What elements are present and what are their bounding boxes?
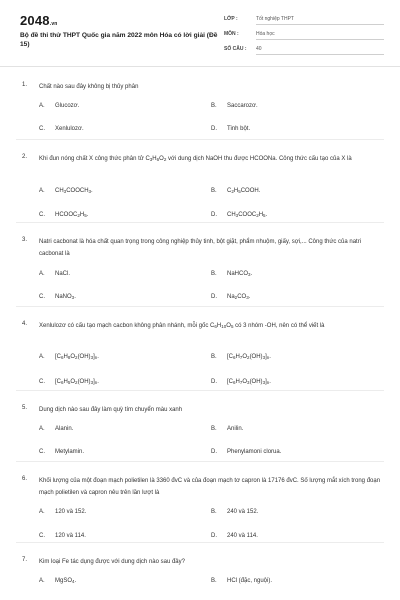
option-letter: C. bbox=[39, 533, 45, 539]
option-letter: B. bbox=[211, 188, 217, 194]
exam-header bbox=[0, 0, 400, 66]
option-text: $Na_2CO_3$. bbox=[227, 294, 251, 300]
option-text: 240 và 152. bbox=[227, 509, 259, 515]
option-text: $[C_6H_5O_2(OH)_3]_n$. bbox=[55, 379, 99, 385]
option-text: MgSO$_4$. bbox=[55, 578, 77, 584]
option-text: NaHCO$_3$. bbox=[227, 271, 253, 277]
question-text: Khi đun nóng chất X công thức phân tử $C_3H_6O_2$ với dung dịch NaOH thu được HCOONa. Công thức cấu tạo của X là bbox=[39, 156, 352, 162]
question-number: 1. bbox=[22, 82, 28, 88]
question-text: Dung dịch nào sau đây làm quỳ tím chuyển màu xanh bbox=[39, 407, 183, 413]
option-text: $CH_3COOCH_3$. bbox=[55, 188, 93, 194]
option-text: Anilin. bbox=[227, 426, 244, 432]
option-text: Metylamin. bbox=[55, 449, 85, 455]
option-text: $[C_6H_8O_2(OH)_3]_n$. bbox=[55, 354, 99, 360]
option-text: $C_2H_5COOH$. bbox=[227, 188, 261, 194]
mon-value: Hóa học bbox=[256, 31, 275, 37]
question-number: 2. bbox=[22, 154, 28, 160]
option-letter: B. bbox=[211, 103, 217, 109]
lop-label: LỚP : bbox=[224, 16, 238, 22]
question-text: Natri cacbonat là hóa chất quan trọng trong công nghiệp thủy tinh, bột giặt, phẩm nhuộm, giấy, sợi,... Công thức của natri cacbonat là bbox=[39, 239, 362, 257]
option-letter: A. bbox=[39, 426, 45, 432]
meta-mon bbox=[224, 31, 384, 41]
option-letter: B. bbox=[211, 578, 217, 584]
question-divider bbox=[16, 390, 384, 391]
option-text: 240 và 114. bbox=[227, 533, 258, 539]
option-text: Phenylamoni clorua. bbox=[227, 449, 282, 455]
question-number: 7. bbox=[22, 557, 28, 563]
mon-label: MÔN : bbox=[224, 31, 239, 37]
option-letter: C. bbox=[39, 379, 45, 385]
option-letter: A. bbox=[39, 354, 45, 360]
option-text: Xenlulozơ. bbox=[55, 126, 84, 132]
option-letter: C. bbox=[39, 126, 45, 132]
option-letter: C. bbox=[39, 212, 45, 218]
option-letter: C. bbox=[39, 294, 45, 300]
socau-value: 40 bbox=[256, 46, 262, 52]
question-divider bbox=[16, 139, 384, 140]
option-text: $HCOOC_2H_5$. bbox=[55, 212, 89, 218]
option-letter: D. bbox=[211, 212, 217, 218]
question-number: 5. bbox=[22, 405, 28, 411]
question-divider bbox=[16, 542, 384, 543]
exam-title: Bộ đề thi thử THPT Quốc gia năm 2022 môn Hóa có lời giải (Đề 15) bbox=[20, 32, 218, 48]
question-divider bbox=[16, 461, 384, 462]
option-letter: D. bbox=[211, 294, 217, 300]
question-number: 6. bbox=[22, 476, 28, 482]
option-letter: B. bbox=[211, 271, 217, 277]
option-text: 120 và 152. bbox=[55, 509, 87, 515]
question-divider bbox=[16, 306, 384, 307]
meta-lop bbox=[224, 16, 384, 26]
option-text: NaCl. bbox=[55, 271, 71, 277]
option-text: Tinh bột. bbox=[227, 126, 251, 132]
option-letter: D. bbox=[211, 379, 217, 385]
question-text: Xenlulozơ có cấu tạo mạch cacbon không phân nhánh, mỗi gốc $C_6H_{10}O_5$ có 3 nhóm -OH, nên có thể viết là bbox=[39, 323, 325, 329]
option-text: Alanin. bbox=[55, 426, 74, 432]
question-text: Kim loại Fe tác dụng được với dung dịch nào sau đây? bbox=[39, 559, 185, 565]
option-letter: B. bbox=[211, 509, 217, 515]
meta-socau bbox=[224, 46, 384, 56]
option-text: NaNO$_3$. bbox=[55, 294, 76, 300]
option-letter: A. bbox=[39, 103, 45, 109]
question-number: 4. bbox=[22, 321, 28, 327]
option-text: $[C_6H_7O_3(OH)_3]_n$. bbox=[227, 379, 271, 385]
option-letter: A. bbox=[39, 188, 45, 194]
option-text: Saccarozơ. bbox=[227, 103, 258, 109]
option-letter: C. bbox=[39, 449, 45, 455]
option-text: $CH_3COOC_2H_5$. bbox=[227, 212, 268, 218]
lop-value: Tốt nghiệp THPT bbox=[256, 16, 294, 22]
option-letter: A. bbox=[39, 509, 45, 515]
header-divider bbox=[0, 66, 400, 67]
option-letter: B. bbox=[211, 426, 217, 432]
socau-label: SỐ CÂU : bbox=[224, 46, 247, 52]
question-text: Khối lượng của một đoạn mạch polietilen là 3360 đvC và của đoạn mạch tơ capron là 17176 đvC. Số lượng mắt xích trong đoạn mạch polietilen và capron nêu trên lần lượt là bbox=[39, 478, 381, 496]
question-text: Chất nào sau đây không bị thủy phân bbox=[39, 84, 139, 90]
option-letter: D. bbox=[211, 126, 217, 132]
question-divider bbox=[16, 222, 384, 223]
question-number: 3. bbox=[22, 237, 28, 243]
option-text: $[C_6H_7O_2(OH)_3]_n$. bbox=[227, 354, 271, 360]
option-letter: A. bbox=[39, 578, 45, 584]
option-text: Glucozơ. bbox=[55, 103, 80, 109]
option-letter: D. bbox=[211, 533, 217, 539]
option-letter: A. bbox=[39, 271, 45, 277]
option-text: HCl (đặc, nguội). bbox=[227, 578, 273, 584]
option-letter: B. bbox=[211, 354, 217, 360]
option-letter: D. bbox=[211, 449, 217, 455]
site-logo[interactable]: 2048.vn bbox=[20, 13, 58, 28]
option-text: 120 và 114. bbox=[55, 533, 86, 539]
